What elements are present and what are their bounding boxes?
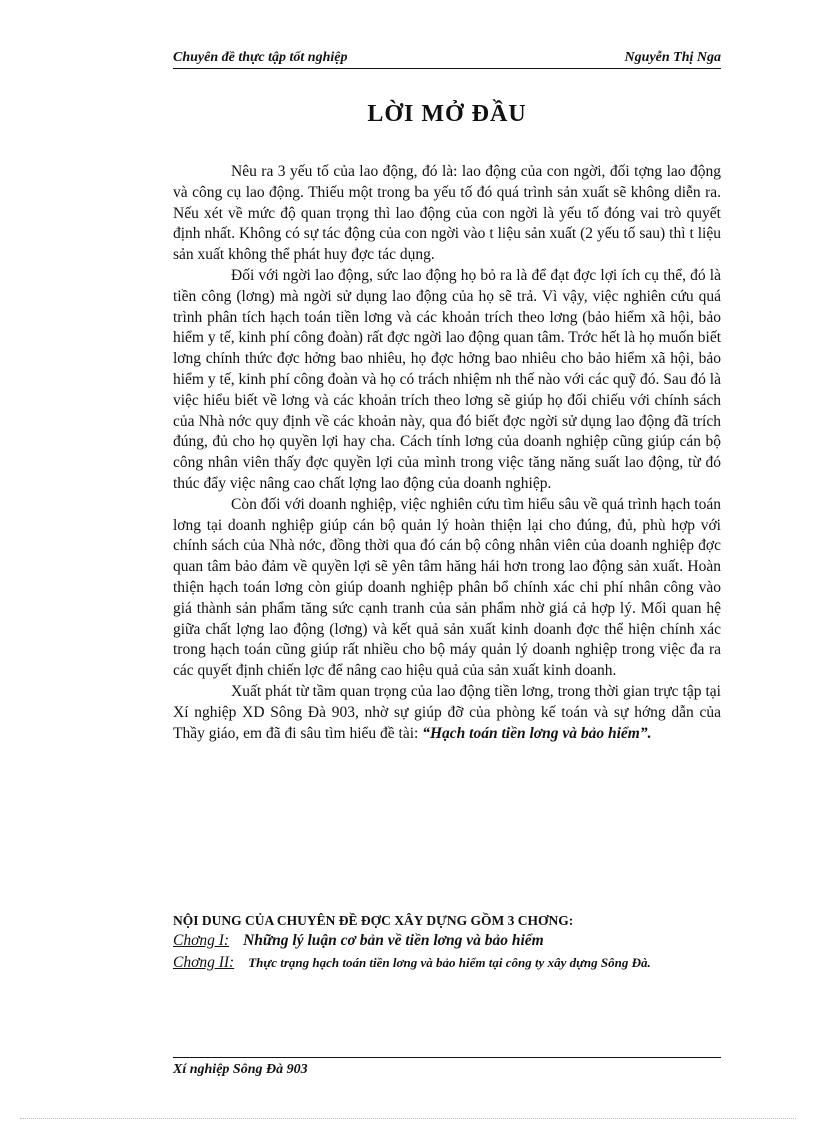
page-header xyxy=(173,48,721,69)
chapter-outline xyxy=(173,912,721,974)
chapter-2-label: Chơng II: xyxy=(173,954,235,971)
chapter-1-label: Chơng I: xyxy=(173,932,230,949)
body-text xyxy=(173,162,721,744)
chapter-1-title: Những lý luận cơ bản về tiền lơng và bảo hiểm xyxy=(243,932,544,949)
topic-title: “Hạch toán tiền lơng và bảo hiểm”. xyxy=(422,724,652,742)
page-title: LỜI MỞ ĐẦU xyxy=(367,101,527,127)
outline-heading: NỘI DUNG CỦA CHUYÊN ĐỀ ĐỢC XÂY DỰNG GỒM 3 CHƠNG: xyxy=(173,913,574,928)
chapter-2-title: Thực trạng hạch toán tiền lơng và bảo hiểm tại công ty xây dựng Sông Đà. xyxy=(248,955,651,970)
paragraph-2: Đối với ngời lao động, sức lao động họ bỏ ra là để đạt đợc lợi ích cụ thể, đó là tiền công (lơng) mà ngời sử dụng lao động của họ sẽ trả. Vì vậy, việc nghiên cứu quá trình phân tích hạch toán tiền lơng và các khoản trích theo lơng (bảo hiểm xã hội, bảo hiểm y tế, kinh phí công đoàn) rất đợc ngời lao động quan tâm. Trớc hết là họ muốn biết lơng chính thức đợc hởng bao nhiêu, họ đợc hởng bao nhiêu cho bảo hiểm xã hội, bảo hiểm y tế, kinh phí công đoàn và họ có trách nhiệm nh thế nào với các quỹ đó. Sau đó là việc hiểu biết về lơng và các khoản trích theo lơng sẽ giúp họ đối chiếu với chính sách của Nhà nớc quy định về các khoản này, qua đó biết đợc ngời sử dụng lao động đã trích đúng, đủ cho họ quyền lợi hay cha. Cách tính lơng của doanh nghiệp cũng giúp cán bộ công nhân viên thấy đợc quyền lợi của mình trong việc tăng năng suất lao động, từ đó thúc đẩy việc nâng cao chất lợng lao động của doanh nghiệp. xyxy=(173,266,721,492)
page-footer: Xí nghiệp Sông Đà 903 xyxy=(173,1062,308,1077)
chapter-1 xyxy=(173,930,721,952)
paragraph-3: Còn đối với doanh nghiệp, việc nghiên cứu tìm hiểu sâu về quá trình hạch toán lơng tại doanh nghiệp giúp cán bộ quản lý hoàn thiện lại cho đúng, đủ, phù hợp với chính sách của Nhà nớc, đồng thời qua đó cán bộ công nhân viên của doanh nghiệp đợc quan tâm bảo đảm về quyền lợi sẽ yên tâm hăng hái hơn trong lao động sản xuất. Hoàn thiện hạch toán lơng còn giúp doanh nghiệp phân bổ chính xác chi phí nhân công vào giá thành sản phẩm tăng sức cạnh tranh của sản phẩm nhờ giá cả hợp lý. Mối quan hệ giữa chất lợng lao động (lơng) và kết quả sản xuất kinh doanh đợc thể hiện chính xác trong hạch toán cũng giúp rất nhiều cho bộ máy quản lý doanh nghiệp trong việc đa ra các quyết định chiến lợc để nâng cao hiệu quả của sản xuất kinh doanh. xyxy=(173,495,721,680)
paragraph-1: Nêu ra 3 yếu tố của lao động, đó là: lao động của con ngời, đối tợng lao động và công cụ lao động. Thiếu một trong ba yếu tố đó quá trình sản xuất sẽ không diễn ra. Nếu xét về mức độ quan trọng thì lao động của con ngời là yếu tố đóng vai trò quyết định nhất. Không có sự tác động của con ngời vào t liệu sản xuất (2 yếu tố sau) thì t liệu sản xuất không thể phát huy đợc tác dụng. xyxy=(173,163,721,264)
paragraph-4 xyxy=(173,682,721,744)
page-bottom-border xyxy=(20,1118,796,1119)
paragraph-4-text: Xuất phát từ tầm quan trọng của lao động tiền lơng, trong thời gian trực tập tại Xí nghiệp XD Sông Đà 903, nhờ sự giúp đỡ của phòng kế toán và sự hớng dẫn của Thầy giáo, em đã đi sâu tìm hiểu đề tài: xyxy=(173,682,721,742)
header-author: Nguyễn Thị Nga xyxy=(624,50,721,65)
footer-rule xyxy=(173,1057,721,1058)
chapter-2 xyxy=(173,952,721,974)
header-report-title: Chuyên đề thực tập tốt nghiệp xyxy=(173,50,348,65)
